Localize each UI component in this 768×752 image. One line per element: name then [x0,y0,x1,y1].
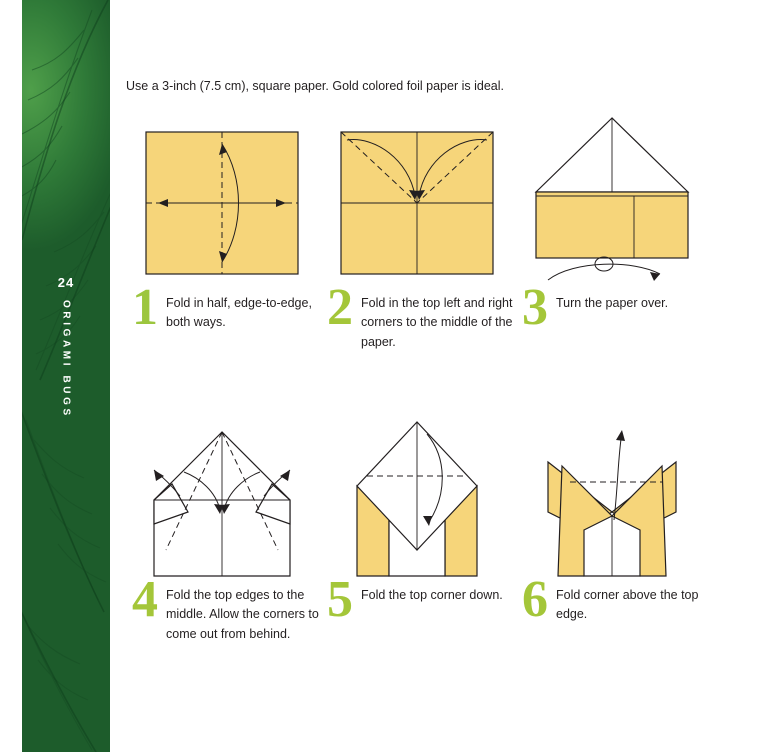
step-6 [522,400,722,650]
step-2 [327,108,527,358]
step-5 [327,400,527,650]
intro-text: Use a 3-inch (7.5 cm), square paper. Gold colored foil paper is ideal. [126,79,504,93]
step-1-text: Fold in half, edge-to-edge, both ways. [166,296,312,330]
step-5-caption [327,571,527,650]
step-4-text: Fold the top edges to the middle. Allow the corners to come out from behind. [166,588,319,641]
step-4-diagram [132,400,332,580]
step-1-number: 1 [132,279,158,336]
decorative-leaf-sidebar [22,0,110,752]
step-6-number: 6 [522,571,548,628]
step-6-diagram [522,400,722,580]
step-4 [132,400,332,650]
step-3 [522,108,722,358]
instructions-content [126,0,746,752]
step-6-text: Fold corner above the top edge. [556,588,699,622]
step-2-text: Fold in the top left and right corners to the middle of the paper. [361,296,513,349]
step-3-caption [522,279,722,358]
book-title-vertical: ORIGAMI BUGS [60,300,72,419]
step-3-text: Turn the paper over. [556,296,669,310]
step-2-number: 2 [327,279,353,336]
step-4-number: 4 [132,571,158,628]
step-6-caption [522,571,722,650]
step-3-number: 3 [522,279,548,336]
step-3-diagram [522,108,722,288]
step-2-diagram [327,108,527,288]
step-4-caption [132,571,332,650]
step-5-diagram [327,400,527,580]
step-5-number: 5 [327,571,353,628]
step-5-text: Fold the top corner down. [361,588,503,602]
step-1-diagram [132,108,332,288]
page-number: 24 [57,275,75,290]
step-1 [132,108,332,358]
step-2-caption [327,279,527,358]
step-1-caption [132,279,332,358]
